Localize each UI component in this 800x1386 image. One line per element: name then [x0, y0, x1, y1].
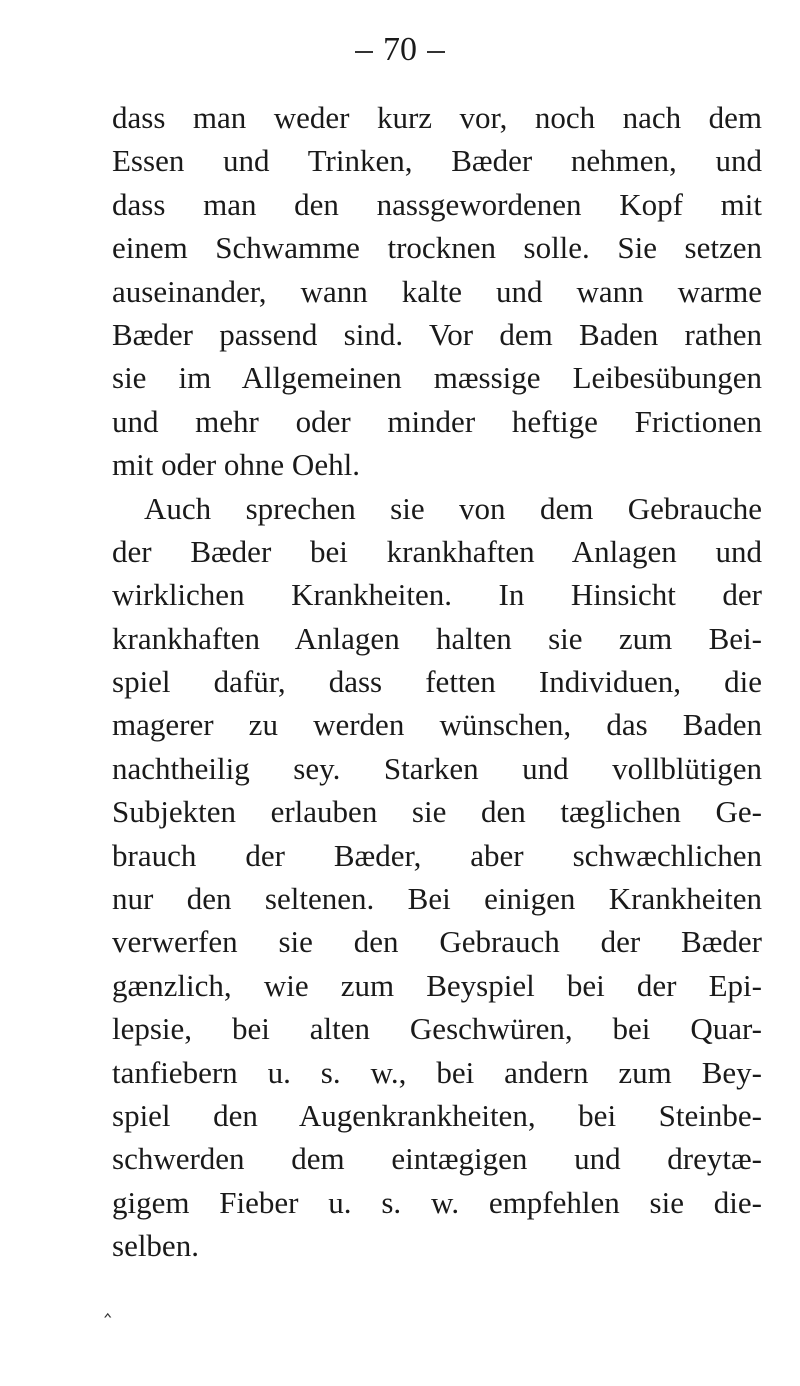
body-text	[112, 96, 762, 1268]
text-line: Auch sprechen sie von dem Gebrauche	[144, 490, 762, 526]
text-line: verwerfen sie den Gebrauch der Bæder	[112, 924, 762, 960]
text-line: spiel den Augenkrankheiten, bei Steinbe-	[112, 1097, 762, 1133]
text-line: auseinander, wann kalte und wann warme	[112, 273, 762, 309]
text-line: gigem Fieber u. s. w. empfehlen sie die-	[112, 1184, 762, 1220]
text-line: Essen und Trinken, Bæder nehmen, und	[112, 143, 762, 179]
text-line: nachtheilig sey. Starken und vollblütigen	[112, 750, 762, 786]
page-header	[0, 30, 800, 70]
page-number: 70	[383, 31, 417, 68]
text-line: dass man den nassgewordenen Kopf mit	[112, 186, 762, 222]
text-line: Bæder passend sind. Vor dem Baden rathen	[112, 316, 762, 352]
text-line: der Bæder bei krankhaften Anlagen und	[112, 533, 762, 569]
header-dash-right	[427, 51, 445, 53]
text-line: einem Schwamme trocknen solle. Sie setzen	[112, 230, 762, 266]
printer-mark: ‸	[104, 1292, 112, 1317]
text-line: spiel dafür, dass fetten Individuen, die	[112, 664, 762, 700]
header-dash-left	[355, 51, 373, 53]
text-line: selben.	[112, 1228, 199, 1264]
text-line: krankhaften Anlagen halten sie zum Bei-	[112, 620, 762, 656]
text-line: tanfiebern u. s. w., bei andern zum Bey-	[112, 1054, 762, 1090]
text-line: lepsie, bei alten Geschwüren, bei Quar-	[112, 1011, 762, 1047]
text-line: magerer zu werden wünschen, das Baden	[112, 707, 762, 743]
text-line: dass man weder kurz vor, noch nach dem	[112, 100, 762, 135]
text-line: brauch der Bæder, aber schwæchlichen	[112, 837, 762, 873]
text-line: sie im Allgemeinen mæssige Leibesübungen	[112, 360, 762, 396]
text-line: und mehr oder minder heftige Frictionen	[112, 403, 762, 439]
text-line: schwerden dem eintægigen und dreytæ-	[112, 1141, 762, 1177]
text-line: nur den seltenen. Bei einigen Krankheiten	[112, 881, 762, 917]
text-line: Subjekten erlauben sie den tæglichen Ge-	[112, 794, 762, 830]
text-line: gænzlich, wie zum Beyspiel bei der Epi-	[112, 967, 762, 1003]
text-line: wirklichen Krankheiten. In Hinsicht der	[112, 577, 762, 613]
text-line: mit oder ohne Oehl.	[112, 447, 360, 483]
